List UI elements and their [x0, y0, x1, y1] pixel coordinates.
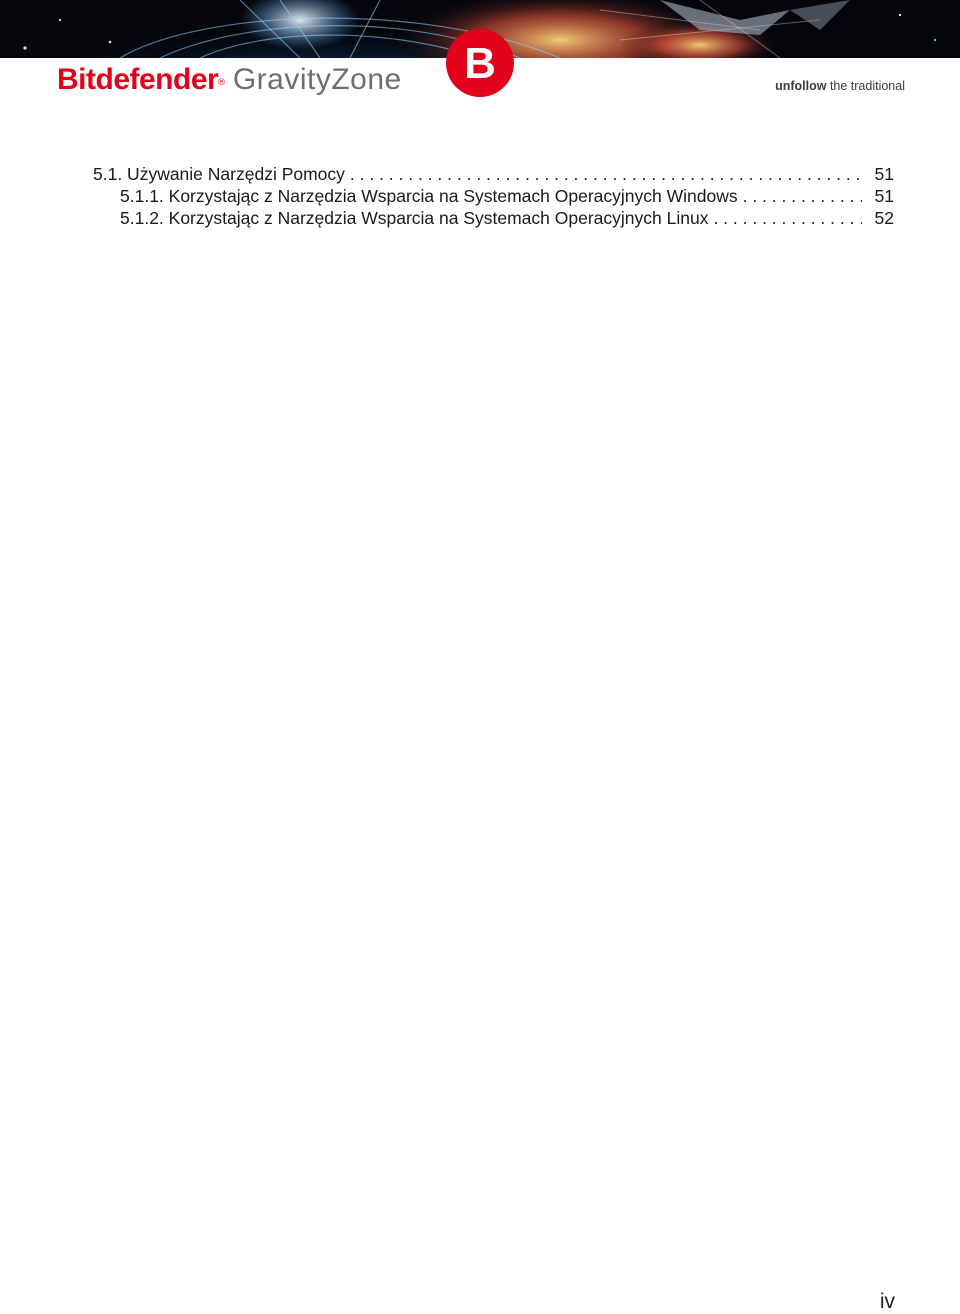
toc-entry[interactable] — [93, 162, 894, 186]
toc-entry-label: 5.1. Używanie Narzędzi Pomocy — [93, 164, 345, 184]
toc-entry-label: 5.1.1. Korzystając z Narzędzia Wsparcia na Systemach Operacyjnych Windows — [120, 186, 738, 206]
tagline-bold: unfollow — [775, 79, 827, 93]
brand-name: Bitdefender — [57, 63, 219, 96]
toc-entry-page: 51 — [874, 186, 894, 206]
toc-entry-page: 52 — [874, 208, 894, 228]
toc-entry-label: 5.1.2. Korzystając z Narzędzia Wsparcia na Systemach Operacyjnych Linux — [120, 208, 709, 228]
product-name: GravityZone — [232, 63, 402, 96]
tagline-rest: the traditional — [826, 79, 905, 93]
toc-entry[interactable] — [120, 184, 894, 208]
toc-dot-leader — [350, 162, 862, 186]
product-wordmark — [57, 63, 402, 97]
registered-mark: ® — [218, 77, 225, 87]
toc-entry[interactable] — [120, 206, 894, 230]
bitdefender-logo-icon — [445, 28, 515, 98]
tagline — [775, 79, 905, 93]
logo-letter: B — [464, 39, 496, 88]
toc-entry-page: 51 — [874, 164, 894, 184]
page-number: iv — [879, 1290, 895, 1313]
toc-dot-leader — [743, 184, 862, 208]
toc-dot-leader — [713, 206, 862, 230]
